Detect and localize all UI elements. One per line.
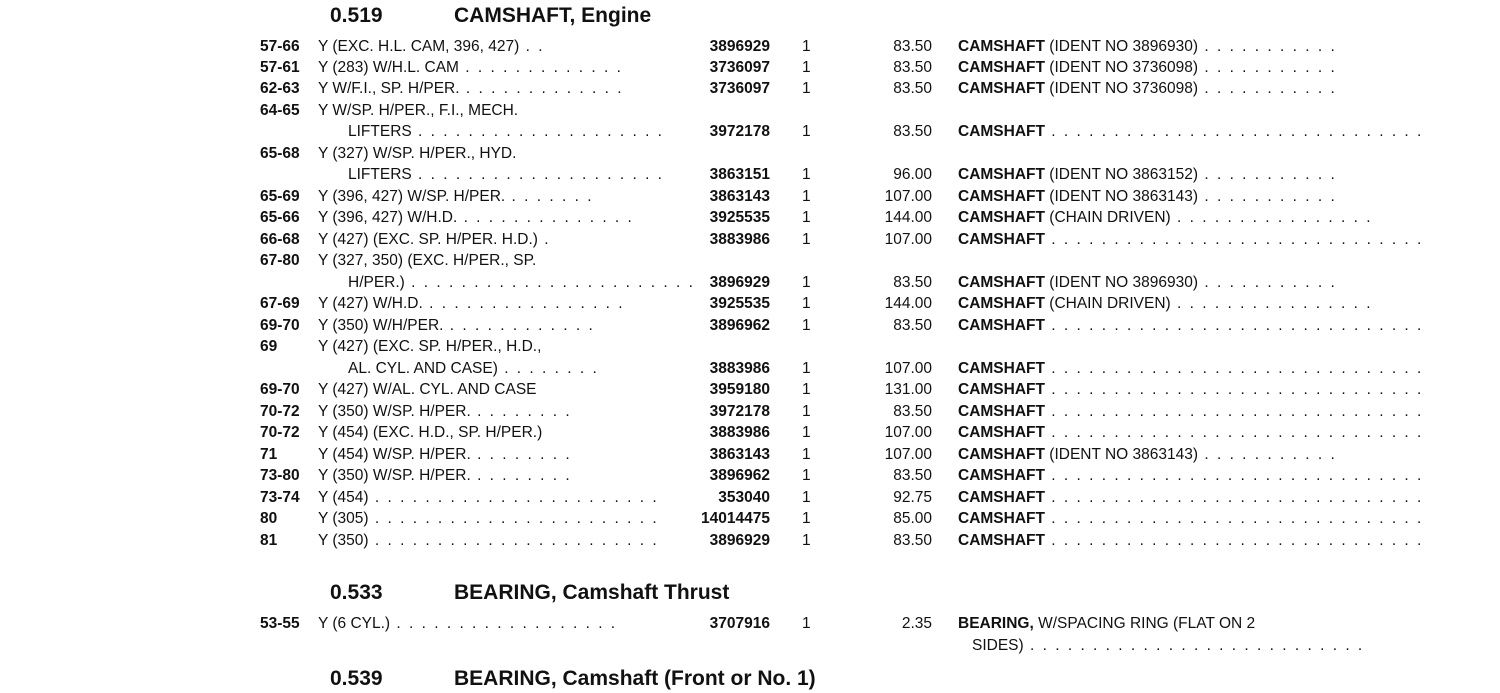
price: 92.75 (893, 489, 932, 506)
part-number: 3925535 (709, 295, 770, 312)
years: 69-70 (260, 317, 300, 334)
quantity: 1 (802, 360, 811, 377)
price: 107.00 (884, 446, 932, 463)
part-name: CAMSHAFT (IDENT NO 3863152) . . . . . . . . . . . (958, 166, 1337, 183)
part-number: 3972178 (709, 403, 770, 420)
part-number: 3863143 (709, 188, 770, 205)
parts-row (0, 208, 1500, 228)
price: 144.00 (884, 295, 932, 312)
price: 83.50 (893, 38, 932, 55)
section-title: BEARING, Camshaft Thrust (454, 581, 730, 604)
part-name: CAMSHAFT . . . . . . . . . . . . . . . . . . . . . . . . . . . . . . (958, 489, 1424, 506)
part-number: 3863143 (709, 446, 770, 463)
years: 80 (260, 510, 278, 527)
section-heading (330, 667, 816, 691)
application: Y (396, 427) W/SP. H/PER. . . . . . . . (318, 188, 594, 205)
part-number: 3972178 (709, 123, 770, 140)
application: Y (283) W/H.L. CAM . . . . . . . . . . . . . (318, 59, 623, 76)
price: 83.50 (893, 80, 932, 97)
parts-row (0, 187, 1500, 207)
application: Y (427) W/H.D. . . . . . . . . . . . . . . . . (318, 295, 625, 312)
price: 83.50 (893, 532, 932, 549)
quantity: 1 (802, 123, 811, 140)
years: 81 (260, 532, 278, 549)
application: Y (327) W/SP. H/PER., HYD. (318, 145, 517, 162)
years: 70-72 (260, 424, 300, 441)
quantity: 1 (802, 231, 811, 248)
part-number: 3883986 (709, 231, 770, 248)
part-number: 3896929 (709, 274, 770, 291)
price: 107.00 (884, 360, 932, 377)
price: 107.00 (884, 424, 932, 441)
parts-row (0, 122, 1500, 142)
price: 107.00 (884, 188, 932, 205)
application: Y (454) (EXC. H.D., SP. H/PER.) (318, 424, 543, 441)
price: 83.50 (893, 403, 932, 420)
years: 73-80 (260, 467, 300, 484)
part-number: 3896929 (709, 532, 770, 549)
quantity: 1 (802, 295, 811, 312)
price: 83.50 (893, 467, 932, 484)
quantity: 1 (802, 59, 811, 76)
years: 67-69 (260, 295, 300, 312)
years: 65-69 (260, 188, 300, 205)
quantity: 1 (802, 510, 811, 527)
parts-row (0, 402, 1500, 422)
part-name: CAMSHAFT (IDENT NO 3863143) . . . . . . . . . . . (958, 446, 1337, 463)
part-number: 3896962 (709, 317, 770, 334)
quantity: 1 (802, 166, 811, 183)
part-number: 3925535 (709, 209, 770, 226)
application: Y (327, 350) (EXC. H/PER., SP. (318, 252, 537, 269)
price: 83.50 (893, 59, 932, 76)
years: 64-65 (260, 102, 300, 119)
section-title: CAMSHAFT, Engine (454, 4, 652, 27)
years: 67-80 (260, 252, 300, 269)
part-number: 3863151 (709, 166, 770, 183)
years: 69 (260, 338, 278, 355)
application: Y (350) W/SP. H/PER. . . . . . . . . (318, 467, 572, 484)
application: Y W/SP. H/PER., F.I., MECH. (318, 102, 519, 119)
parts-row (0, 509, 1500, 529)
part-number: 3883986 (709, 360, 770, 377)
parts-row (0, 614, 1500, 634)
part-name: CAMSHAFT (CHAIN DRIVEN) . . . . . . . . . . . . . . . . (958, 209, 1373, 226)
parts-row (0, 488, 1500, 508)
price: 83.50 (893, 123, 932, 140)
years: 65-68 (260, 145, 300, 162)
application: H/PER.) . . . . . . . . . . . . . . . . . . . . . . . (348, 274, 695, 291)
years: 62-63 (260, 80, 300, 97)
parts-row (0, 230, 1500, 250)
part-number: 3896962 (709, 467, 770, 484)
part-number: 3707916 (709, 615, 770, 632)
years: 66-68 (260, 231, 300, 248)
parts-row (0, 165, 1500, 185)
parts-row (0, 37, 1500, 57)
application: LIFTERS . . . . . . . . . . . . . . . . . . . . (348, 123, 664, 140)
part-name: CAMSHAFT (CHAIN DRIVEN) . . . . . . . . . . . . . . . . (958, 295, 1373, 312)
part-name: CAMSHAFT . . . . . . . . . . . . . . . . . . . . . . . . . . . . . . (958, 510, 1424, 527)
application: Y (427) (EXC. SP. H/PER., H.D., (318, 338, 542, 355)
price: 144.00 (884, 209, 932, 226)
application: Y (350) W/SP. H/PER. . . . . . . . . (318, 403, 572, 420)
quantity: 1 (802, 467, 811, 484)
parts-row (0, 273, 1500, 293)
application: Y (454) . . . . . . . . . . . . . . . . . . . . . . . (318, 489, 659, 506)
application: Y (EXC. H.L. CAM, 396, 427) . . (318, 38, 545, 55)
quantity: 1 (802, 188, 811, 205)
part-name: CAMSHAFT (IDENT NO 3863143) . . . . . . . . . . . (958, 188, 1337, 205)
part-number: 3736097 (709, 59, 770, 76)
price: 131.00 (884, 381, 932, 398)
part-name: CAMSHAFT . . . . . . . . . . . . . . . . . . . . . . . . . . . . . . (958, 231, 1424, 248)
application: Y (396, 427) W/H.D. . . . . . . . . . . . . . . (318, 209, 634, 226)
part-name: SIDES) . . . . . . . . . . . . . . . . . . . . . . . . . . . (972, 637, 1365, 654)
part-number: 3883986 (709, 424, 770, 441)
part-name: CAMSHAFT . . . . . . . . . . . . . . . . . . . . . . . . . . . . . . (958, 317, 1424, 334)
part-name: CAMSHAFT (IDENT NO 3736098) . . . . . . . . . . . (958, 80, 1337, 97)
years: 71 (260, 446, 278, 463)
part-name: CAMSHAFT . . . . . . . . . . . . . . . . . . . . . . . . . . . . . . (958, 403, 1424, 420)
parts-row (0, 251, 1500, 271)
price: 107.00 (884, 231, 932, 248)
parts-row (0, 294, 1500, 314)
application: Y (305) . . . . . . . . . . . . . . . . . . . . . . . (318, 510, 659, 527)
price: 2.35 (901, 615, 932, 632)
quantity: 1 (802, 381, 811, 398)
years: 69-70 (260, 381, 300, 398)
application: Y W/F.I., SP. H/PER. . . . . . . . . . . . . . (318, 80, 624, 97)
quantity: 1 (802, 532, 811, 549)
parts-row (0, 380, 1500, 400)
quantity: 1 (802, 489, 811, 506)
part-number: 3896929 (709, 38, 770, 55)
parts-row (0, 79, 1500, 99)
price: 85.00 (893, 510, 932, 527)
part-name: CAMSHAFT . . . . . . . . . . . . . . . . . . . . . . . . . . . . . . (958, 123, 1424, 140)
section-title: BEARING, Camshaft (Front or No. 1) (454, 667, 816, 690)
years: 57-66 (260, 38, 300, 55)
part-name: CAMSHAFT . . . . . . . . . . . . . . . . . . . . . . . . . . . . . . (958, 532, 1424, 549)
part-name: BEARING, W/SPACING RING (FLAT ON 2 (958, 615, 1256, 632)
parts-row (0, 423, 1500, 443)
section-number: 0.539 (330, 667, 383, 690)
parts-row (0, 316, 1500, 336)
application: Y (6 CYL.) . . . . . . . . . . . . . . . . . . (318, 615, 618, 632)
quantity: 1 (802, 38, 811, 55)
quantity: 1 (802, 209, 811, 226)
parts-row (0, 466, 1500, 486)
years: 65-66 (260, 209, 300, 226)
parts-row (0, 445, 1500, 465)
application: Y (454) W/SP. H/PER. . . . . . . . . (318, 446, 572, 463)
section-number: 0.519 (330, 4, 383, 27)
quantity: 1 (802, 615, 811, 632)
quantity: 1 (802, 80, 811, 97)
part-name: CAMSHAFT (IDENT NO 3896930) . . . . . . . . . . . (958, 38, 1337, 55)
parts-row (0, 531, 1500, 551)
part-number: 353040 (718, 489, 770, 506)
part-number: 3736097 (709, 80, 770, 97)
application: Y (350) . . . . . . . . . . . . . . . . . . . . . . . (318, 532, 659, 549)
quantity: 1 (802, 424, 811, 441)
price: 83.50 (893, 317, 932, 334)
application: Y (427) (EXC. SP. H/PER. H.D.) . (318, 231, 551, 248)
years: 53-55 (260, 615, 300, 632)
parts-row (0, 359, 1500, 379)
part-name: CAMSHAFT (IDENT NO 3896930) . . . . . . . . . . . (958, 274, 1337, 291)
price: 96.00 (893, 166, 932, 183)
section-heading (330, 4, 651, 28)
part-number: 14014475 (701, 510, 770, 527)
section-number: 0.533 (330, 581, 383, 604)
part-number: 3959180 (709, 381, 770, 398)
parts-row (0, 101, 1500, 121)
years: 73-74 (260, 489, 300, 506)
part-name: CAMSHAFT . . . . . . . . . . . . . . . . . . . . . . . . . . . . . . (958, 467, 1424, 484)
quantity: 1 (802, 317, 811, 334)
quantity: 1 (802, 403, 811, 420)
parts-row (0, 144, 1500, 164)
part-name: CAMSHAFT . . . . . . . . . . . . . . . . . . . . . . . . . . . . . . (958, 381, 1424, 398)
parts-row (0, 58, 1500, 78)
quantity: 1 (802, 274, 811, 291)
application: Y (427) W/AL. CYL. AND CASE (318, 381, 537, 398)
years: 70-72 (260, 403, 300, 420)
part-name: CAMSHAFT (IDENT NO 3736098) . . . . . . . . . . . (958, 59, 1337, 76)
application: LIFTERS . . . . . . . . . . . . . . . . . . . . (348, 166, 664, 183)
part-name: CAMSHAFT . . . . . . . . . . . . . . . . . . . . . . . . . . . . . . (958, 424, 1424, 441)
parts-row (0, 636, 1500, 656)
parts-row (0, 337, 1500, 357)
price: 83.50 (893, 274, 932, 291)
section-heading (330, 581, 729, 605)
application: Y (350) W/H/PER. . . . . . . . . . . . . (318, 317, 595, 334)
part-name: CAMSHAFT . . . . . . . . . . . . . . . . . . . . . . . . . . . . . . (958, 360, 1424, 377)
years: 57-61 (260, 59, 300, 76)
application: AL. CYL. AND CASE) . . . . . . . . (348, 360, 599, 377)
quantity: 1 (802, 446, 811, 463)
